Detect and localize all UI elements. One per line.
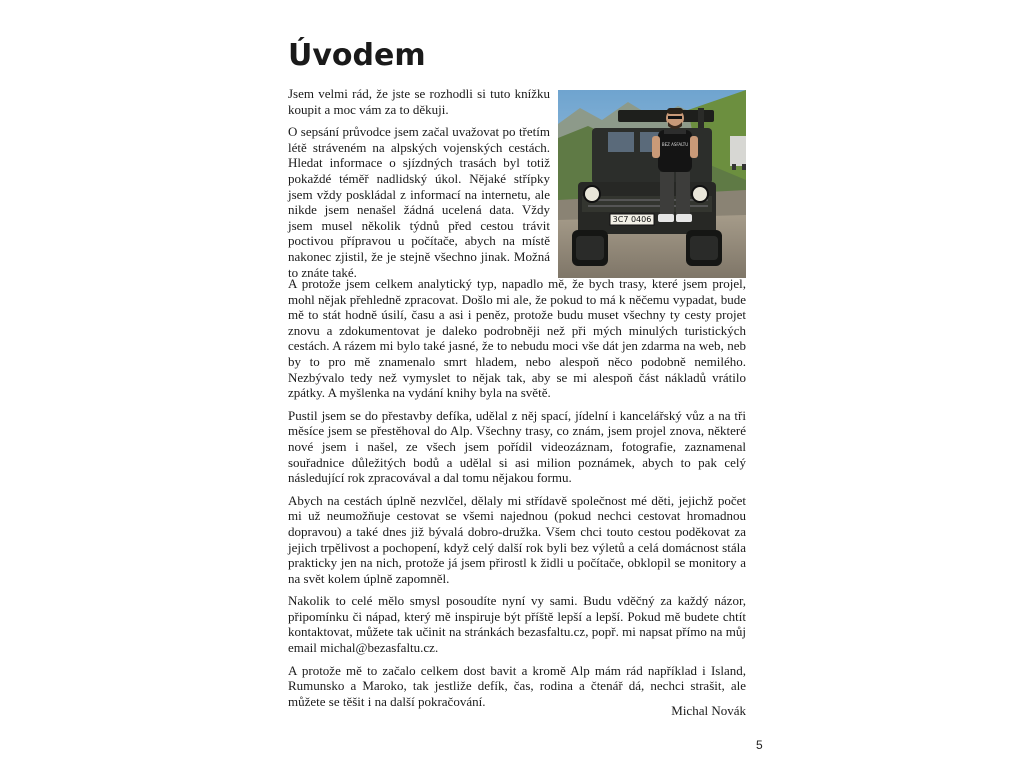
license-plate: 3C7 0406	[612, 215, 652, 224]
author-signature: Michal Novák	[671, 703, 746, 718]
paragraph: O sepsání průvodce jsem začal uvažovat po třetím létě stráveném na alpských vojenských cestách. Hledat informace o sjízdných trasách byl totiž pokaždé téměř nadlidský úkol. Nějaké střípky jsem vždy poskládal z informací na internetu, ale nikde jsem nenašel žádná ucelená data. Vždy jsem musel několik týdnů před cestou trávit poctivou přípravou u počítače, abych na místě nakonec zjistil, že je stejně všechno jinak. Možná to znáte také.	[288, 124, 550, 280]
intro-text-narrow	[288, 86, 550, 287]
paragraph: Abych na cestách úplně nezvlčel, dělaly mi střídavě společnost mé děti, jejichž počet mi už neumožňuje cestovat se všemi najednou (pokud nechci cestovat hromadnou dopravou) a také dnes již bývalá dobro-družka. Všem chci touto cestou poděkovat za jejich trpělivost a pochopení, když celý další rok byli bez výletů a celá domácnost stála prakticky jen na nich, protože já jsem přirostl k židli u počítače, obklopil se monitory a na svět kolem úplně zapomněl.	[288, 492, 746, 586]
page-number: 5	[756, 738, 763, 752]
paragraph: A protože mě to začalo celkem dost bavit a kromě Alp mám rád například i Island, Rumunsko a Maroko, tak jestliže defík, čas, rodina a čtenář dá, nechci strašit, ale můžete se těšit i na další pokračování.	[288, 662, 746, 709]
paragraph: Jsem velmi rád, že jste se rozhodli si tuto knížku koupit a moc vám za to děkuji.	[288, 86, 550, 117]
shirt-print: BEZ ASFALTU	[661, 142, 689, 147]
paragraph: A protože jsem celkem analytický typ, napadlo mě, že bych trasy, které jsem projel, mohl nějak přehledně zpracovat. Došlo mi ale, že pokud to má k něčemu vypadat, bude mě to stát hodně úsilí, času a asi i peněz, protože budu muset všechny ty cesty projet znovu a zdokumentovat je daleko podrobněji než při mých minulých turistických cestách. A rázem mi bylo také jasné, že to nebudu moci vše dát jen zdarma na web, neb by to pro mě znamenalo smrt hladem, nebo alespoň něco podobně nemilého. Nezbývalo tedy než vymyslet to nějak tak, aby se mi alespoň část nákladů vrátilo zpátky. A myšlenka na vydání knihy byla na světě.	[288, 276, 746, 401]
page-title: Úvodem	[288, 38, 426, 73]
author-photo	[558, 90, 746, 278]
paragraph: Nakolik to celé mělo smysl posoudíte nyní vy sami. Budu vděčný za každý názor, připomínku či nápad, který mě inspiruje být příště lepší a lepší. Pokud mě budete chtít kontaktovat, můžete tak učinit na stránkách bezasfaltu.cz, popř. mi napsat přímo na můj email michal@bezasfaltu.cz.	[288, 593, 746, 656]
intro-text-wide	[288, 276, 746, 716]
paragraph: Pustil jsem se do přestavby defíka, udělal z něj spací, jídelní i kancelářský vůz a na tři měsíce jsem se přestěhoval do Alp. Všechny trasy, co znám, jsem projel znova, některé nové jsem i našel, ze všech jsem pořídil videozáznam, fotografie, zaznamenal souřadnice důležitých bodů a udělal si asi milion poznámek, abych to pak celý následující rok zpracovával a dal tomu nějakou formu.	[288, 407, 746, 486]
